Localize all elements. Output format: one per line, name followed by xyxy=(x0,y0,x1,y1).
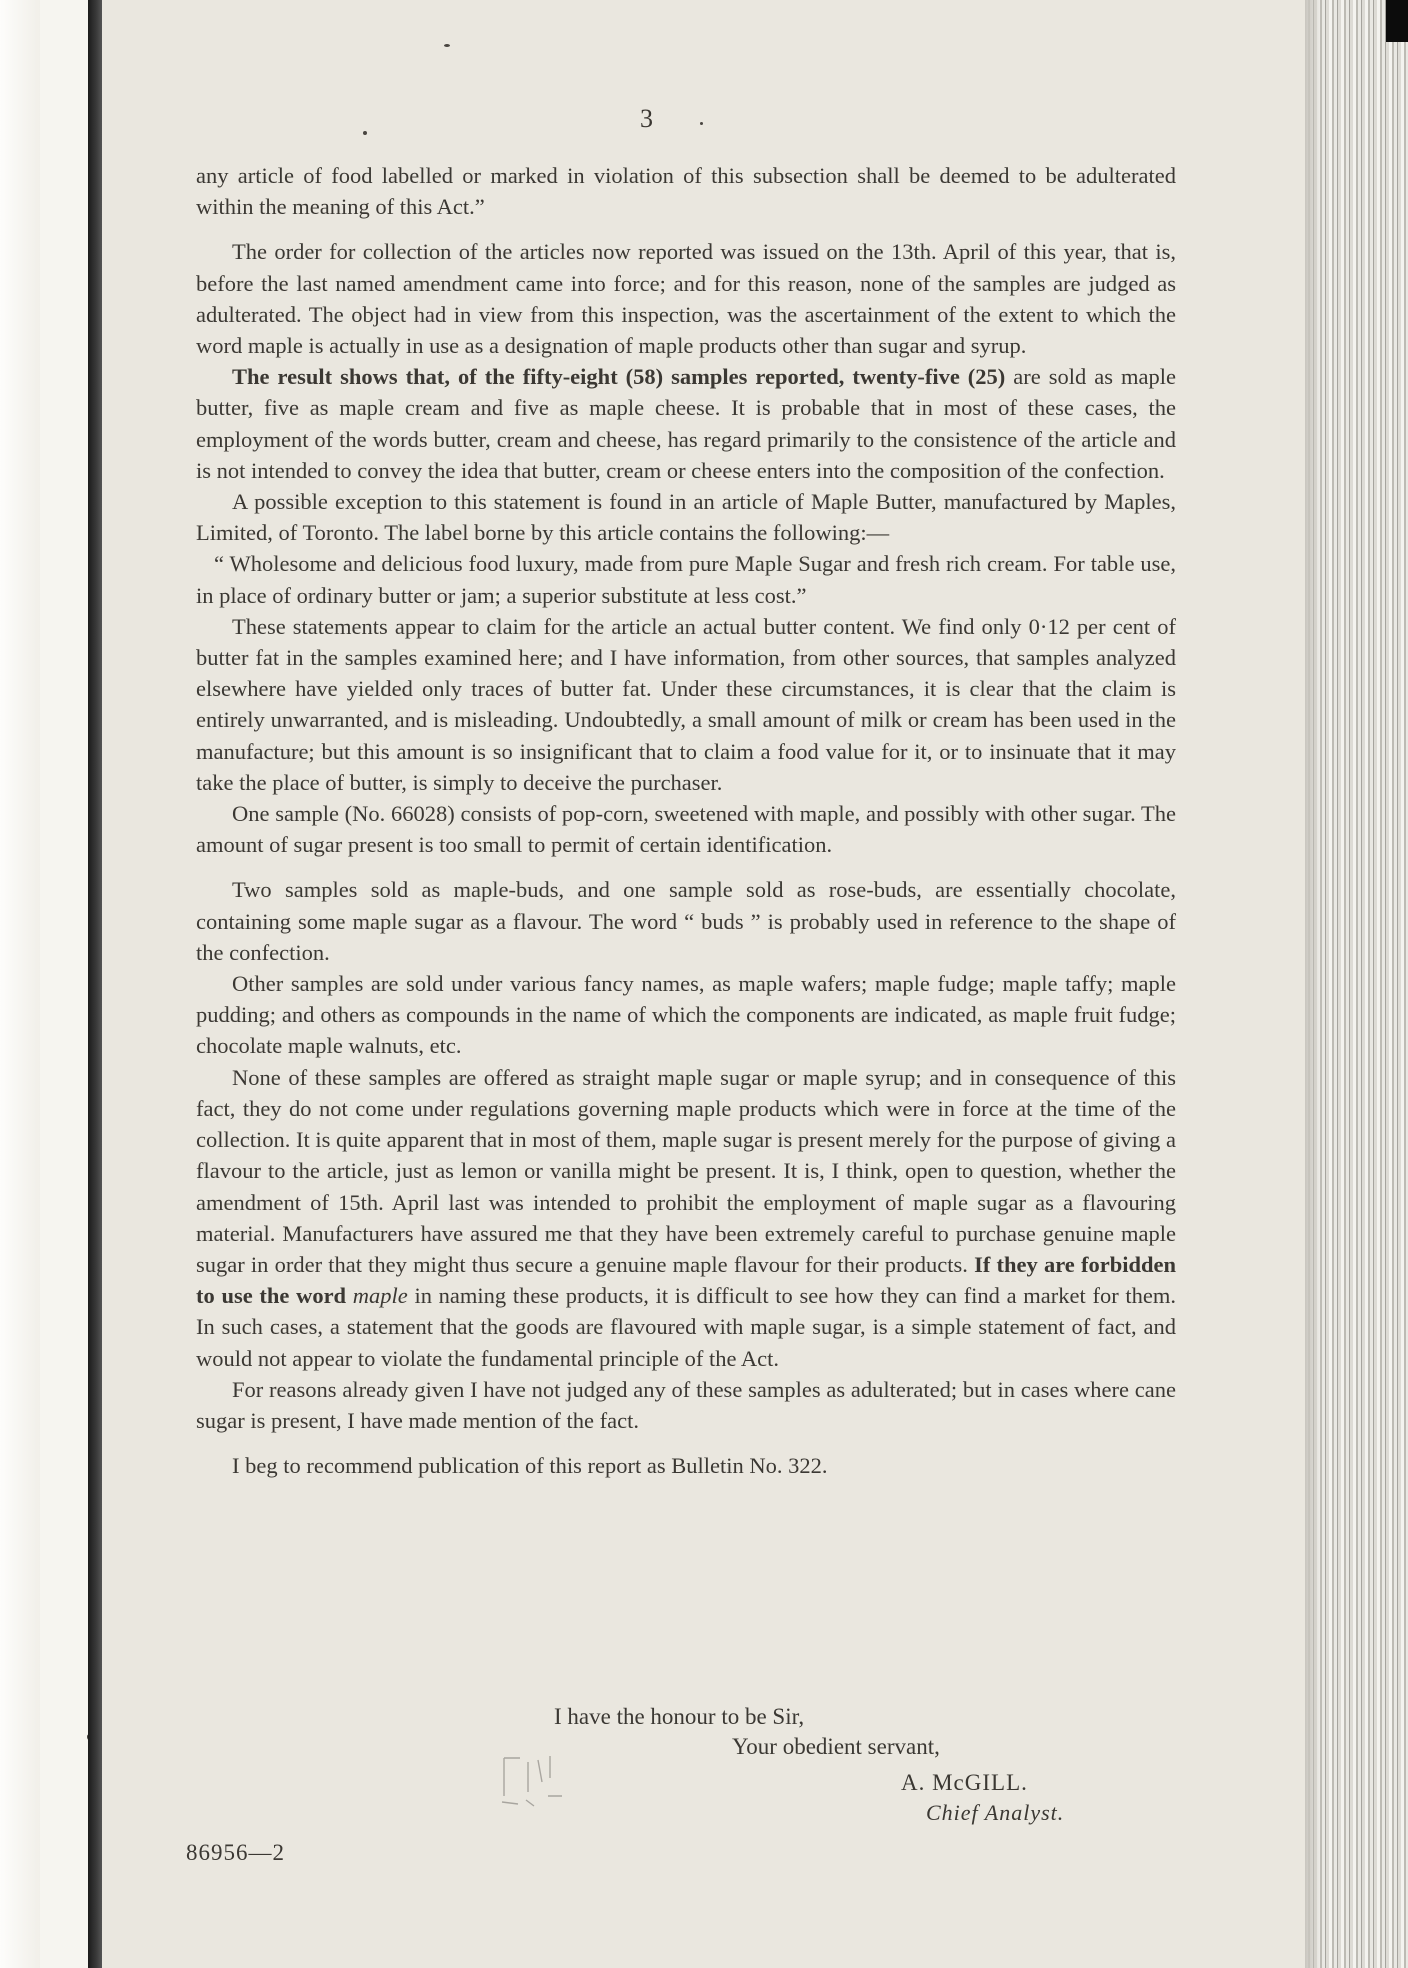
book-gutter xyxy=(88,0,102,1968)
paragraph: These statements appear to claim for the article an actual butter content. We find only 0·12 per cent of butter fat in the samples examined here; and I have information, from other sources, that samples analyzed elsewhere have yielded only traces of butter fat. Under these circumstances, it is clear that the claim is entirely unwarranted, and is misleading. Undoubtedly, a small amount of milk or cream has been used in the manufacture; but this amount is so insignificant that to claim a food value for it, or to insinuate that it may take the place of butter, is simply to deceive the purchaser. xyxy=(196,613,1176,795)
recommendation: I beg to recommend publication of this report as Bulletin No. 322. xyxy=(232,1453,828,1479)
closing-salutation: I have the honour to be Sir, xyxy=(554,1704,805,1729)
paragraph: One sample (No. 66028) consists of pop-corn, sweetened with maple, and possibly with other sugar. The amount of sugar present is too small to permit of certain identification. xyxy=(196,801,1176,858)
dust-speck xyxy=(444,44,450,47)
result-lead: The result shows that, of the fifty-eight (58) samples reported, twenty-five (25) xyxy=(232,364,1006,390)
signer-title: Chief Analyst. xyxy=(926,1800,1065,1825)
faded-stamp xyxy=(498,1752,572,1810)
paragraph: Other samples are sold under various fancy names, as maple wafers; maple fudge; maple taffy; maple pudding; and others as compounds in the name of which the components are indicated, as maple fruit fudge; chocolate maple walnuts, etc. xyxy=(196,971,1176,1059)
scan-corner xyxy=(1386,0,1408,42)
letter-body xyxy=(196,160,1176,1481)
paragraph: any article of food labelled or marked in violation of this subsection shall be deemed to be adulterated within the meaning of this Act.” xyxy=(196,163,1176,220)
bold-sentence: If they are forbidden to use the word xyxy=(196,1251,1176,1309)
paragraph: A possible exception to this statement is found in an article of Maple Butter, manufactured by Maples, Limited, of Toronto. The label borne by this article contains the following:— xyxy=(196,489,1176,546)
gutter-shadow xyxy=(0,0,40,1968)
dust-speck xyxy=(363,131,367,135)
paragraph-text: None of these samples are offered as straight maple sugar or maple syrup; and in consequence of this fact, they do not come under regulations governing maple products which were in force at the time of the collection. It is quite apparent that in most of them, maple sugar is present merely for the purpose of giving a flavour to the article, just as lemon or vanilla might be present. It is, I think, open to question, whether the amendment of 15th. April last was intended to prohibit the employment of maple sugar as a flavouring material. Manufacturers have assured me that they have been extremely careful to purchase genuine maple sugar in order that they might thus secure a genuine maple flavour for their products. xyxy=(196,1064,1176,1277)
dust-speck xyxy=(700,122,703,125)
closing-servant: Your obedient servant, xyxy=(732,1734,940,1759)
result-rest: are sold as maple butter, five as maple cream and five as maple cheese. It is probable that in most of these cases, the employment of the words butter, cream and cheese, has regard primarily to the consistence of the article and is not intended to convey the idea that butter, cream or cheese enters into the composition of the confection. xyxy=(196,364,1176,483)
signer-name: A. McGILL. xyxy=(901,1770,1028,1795)
paragraph-text: in naming these products, it is difficult to see how they can find a market for them. In such cases, a statement that the goods are flavoured with maple sugar, is a simple statement of fact, and would not appear to violate the fundamental principle of the Act. xyxy=(196,1283,1177,1371)
page-number: 3 xyxy=(640,104,653,133)
paragraph: For reasons already given I have not judged any of these samples as adulterated; but in cases where cane sugar is present, I have made mention of the fact. xyxy=(196,1376,1176,1433)
label-quote: “ Wholesome and delicious food luxury, made from pure Maple Sugar and fresh rich cream. For table use, in place of ordinary butter or jam; a superior substitute at less cost.” xyxy=(196,551,1176,608)
paragraph xyxy=(196,361,1176,486)
page-stack-edge xyxy=(1305,0,1408,1968)
paragraph: Two samples sold as maple-buds, and one sample sold as rose-buds, are essentially chocolate, containing some maple sugar as a flavour. The word “ buds ” is probably used in reference to the shape of the confection. xyxy=(196,877,1176,965)
print-code: 86956—2 xyxy=(186,1840,285,1865)
italic-word: maple xyxy=(352,1283,408,1309)
paragraph: The order for collection of the articles now reported was issued on the 13th. April of this year, that is, before the last named amendment came into force; and for this reason, none of the samples are judged as adulterated. The object had in view from this inspection, was the ascertainment of the extent to which the word maple is actually in use as a designation of maple products other than sugar and syrup. xyxy=(196,239,1176,359)
paragraph xyxy=(196,1062,1176,1374)
